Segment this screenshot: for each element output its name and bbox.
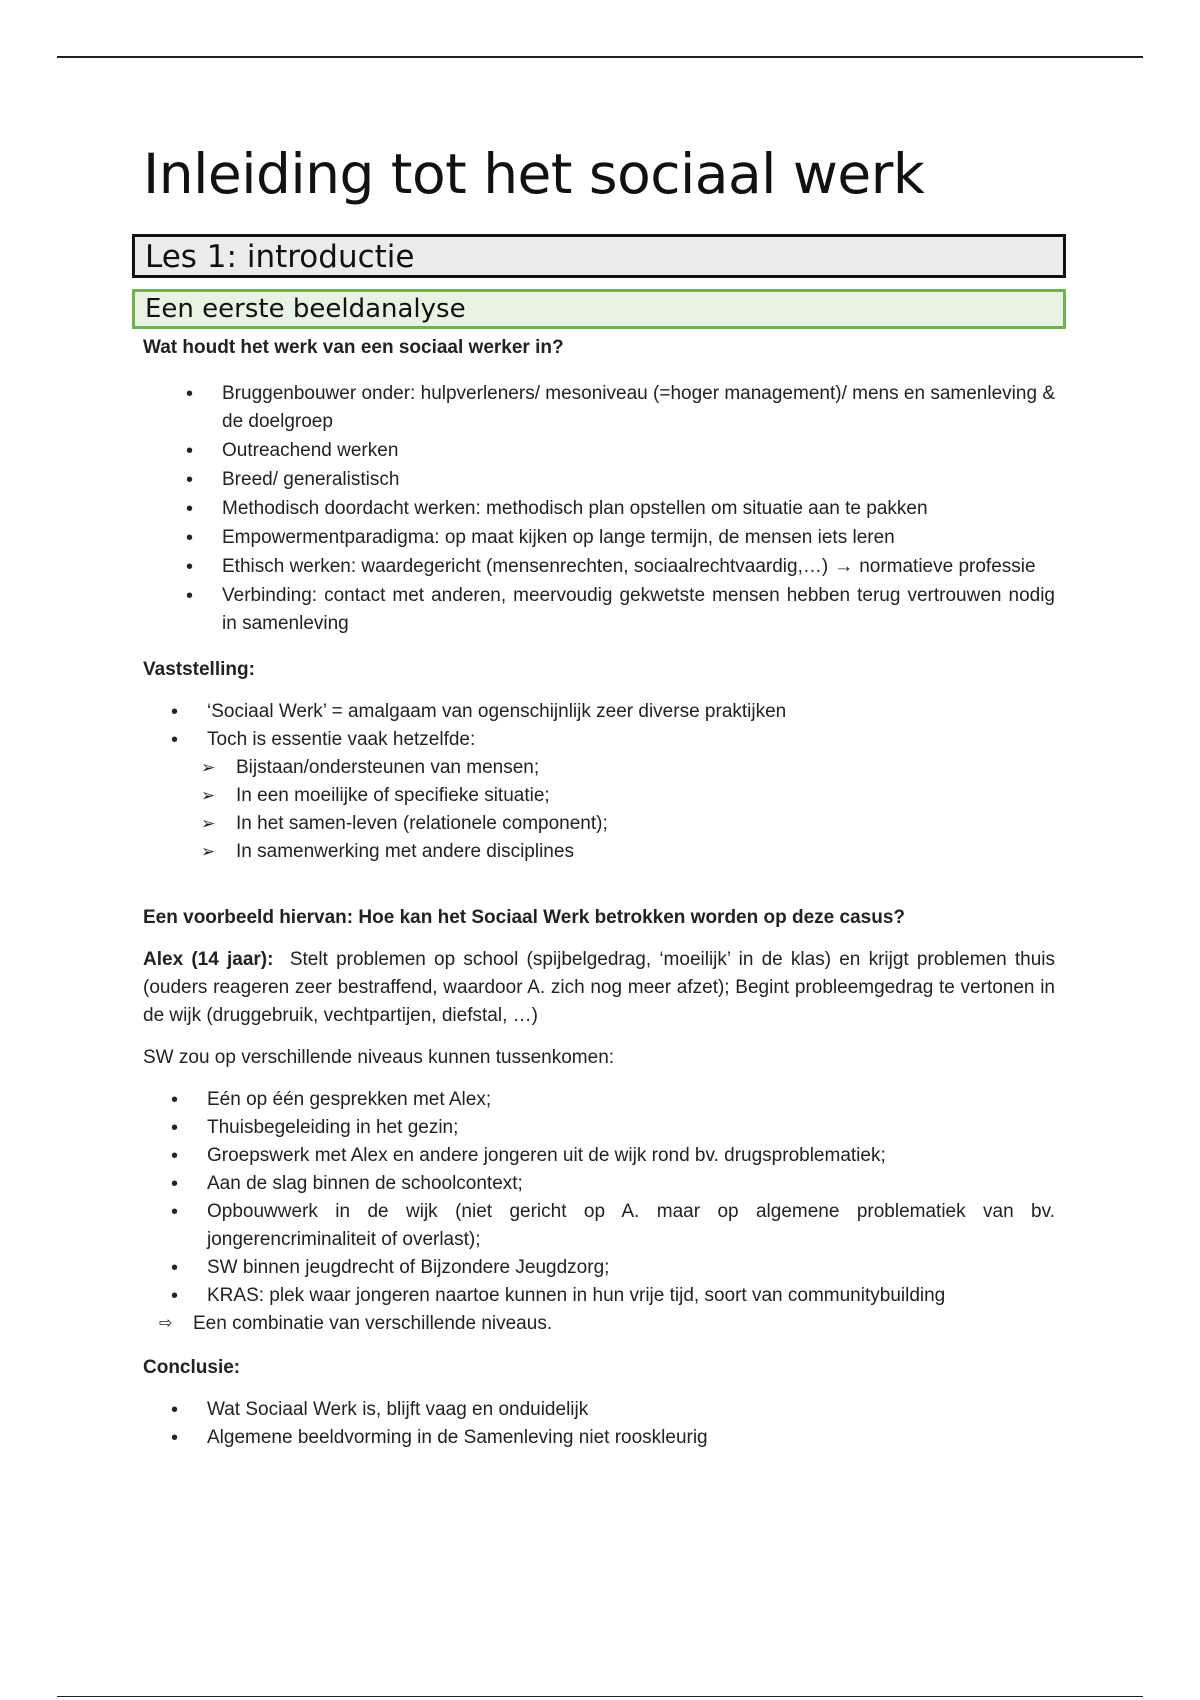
vaststelling-list	[143, 698, 1055, 866]
sw-list	[143, 1086, 1055, 1338]
list-item: • Methodisch doordacht werken: methodisch plan opstellen om situatie aan te pakken	[143, 495, 1055, 523]
arrow-list-item: ➢ In het samen-leven (relationele component);	[143, 810, 1055, 838]
arrow-list-item: ➢ In een moeilijke of specifieke situatie;	[143, 782, 1055, 810]
page-title: Inleiding tot het sociaal werk	[143, 142, 925, 206]
list-item: • Breed/ generalistisch	[143, 466, 1055, 494]
alex-label: Alex (14 jaar):	[143, 949, 274, 970]
list-item: • Aan de slag binnen de schoolcontext;	[143, 1170, 1055, 1198]
list-item: • Toch is essentie vaak hetzelfde:	[143, 726, 1055, 754]
list-item: • Groepswerk met Alex en andere jongeren uit de wijk rond bv. drugsproblematiek;	[143, 1142, 1055, 1170]
conclusie-label: Conclusie:	[143, 1357, 241, 1378]
right-arrow-icon: →	[834, 556, 854, 577]
work-list	[143, 380, 1055, 638]
sw-intro: SW zou op verschillende niveaus kunnen tussenkomen:	[143, 1047, 615, 1068]
list-item: • Eén op één gesprekken met Alex;	[143, 1086, 1055, 1114]
casus-question: Een voorbeeld hiervan: Hoe kan het Sociaal Werk betrokken worden op deze casus?	[143, 907, 905, 928]
section-heading: Een eerste beeldanalyse	[145, 294, 466, 324]
lesson-heading-box	[132, 234, 1066, 278]
list-item: • Verbinding: contact met anderen, meervoudig gekwetste mensen hebben terug vertrouwen nodig in samenleving	[143, 582, 1055, 638]
list-item: • KRAS: plek waar jongeren naartoe kunnen in hun vrije tijd, soort van communitybuilding	[143, 1282, 1055, 1310]
list-item: • Opbouwwerk in de wijk (niet gericht op A. maar op algemene problematiek van bv. jongerencriminaliteit of overlast);	[143, 1198, 1055, 1254]
list-item: • Bruggenbouwer onder: hulpverleners/ mesoniveau (=hoger management)/ mens en samenleving & de doelgroep	[143, 380, 1055, 436]
bottom-rule	[57, 1696, 1143, 1697]
list-item: • Empowermentparadigma: op maat kijken op lange termijn, de mensen iets leren	[143, 524, 1055, 552]
document-body	[143, 330, 1055, 1452]
ethics-text: Ethisch werken: waardegericht (mensenrechten, sociaalrechtvaardig,…)	[222, 556, 829, 577]
arrow-list-item: ➢ Bijstaan/ondersteunen van mensen;	[143, 754, 1055, 782]
section-heading-box	[132, 289, 1066, 329]
top-rule	[57, 56, 1143, 58]
arrow-list-item: ➢ In samenwerking met andere disciplines	[143, 838, 1055, 866]
ethics-result: normatieve professie	[859, 556, 1036, 577]
list-item: • Outreachend werken	[143, 437, 1055, 465]
conclusie-list	[143, 1396, 1055, 1452]
combination-note: ⇨ Een combinatie van verschillende niveaus.	[143, 1310, 1055, 1338]
lesson-heading: Les 1: introductie	[145, 239, 415, 275]
list-item: • Algemene beeldvorming in de Samenleving niet rooskleurig	[143, 1424, 1055, 1452]
list-item: • Wat Sociaal Werk is, blijft vaag en onduidelijk	[143, 1396, 1055, 1424]
question-heading: Wat houdt het werk van een sociaal werker in?	[143, 337, 564, 358]
alex-text: Stelt problemen op school (spijbelgedrag, ‘moeilijk’ in de klas) en krijgt problemen thuis (ouders reageren zeer bestraffend, waardoor A. zich nog meer afzet); Begint probleemgedrag te vertonen in de wijk (druggebruik, vechtpartijen, diefstal, …)	[143, 949, 1055, 1026]
list-item: • ‘Sociaal Werk’ = amalgaam van ogenschijnlijk zeer diverse praktijken	[143, 698, 1055, 726]
list-item: • Thuisbegeleiding in het gezin;	[143, 1114, 1055, 1142]
list-item-ethics	[143, 553, 1055, 581]
vaststelling-label: Vaststelling:	[143, 659, 255, 680]
alex-paragraph	[143, 946, 1055, 1030]
list-item: • SW binnen jeugdrecht of Bijzondere Jeugdzorg;	[143, 1254, 1055, 1282]
